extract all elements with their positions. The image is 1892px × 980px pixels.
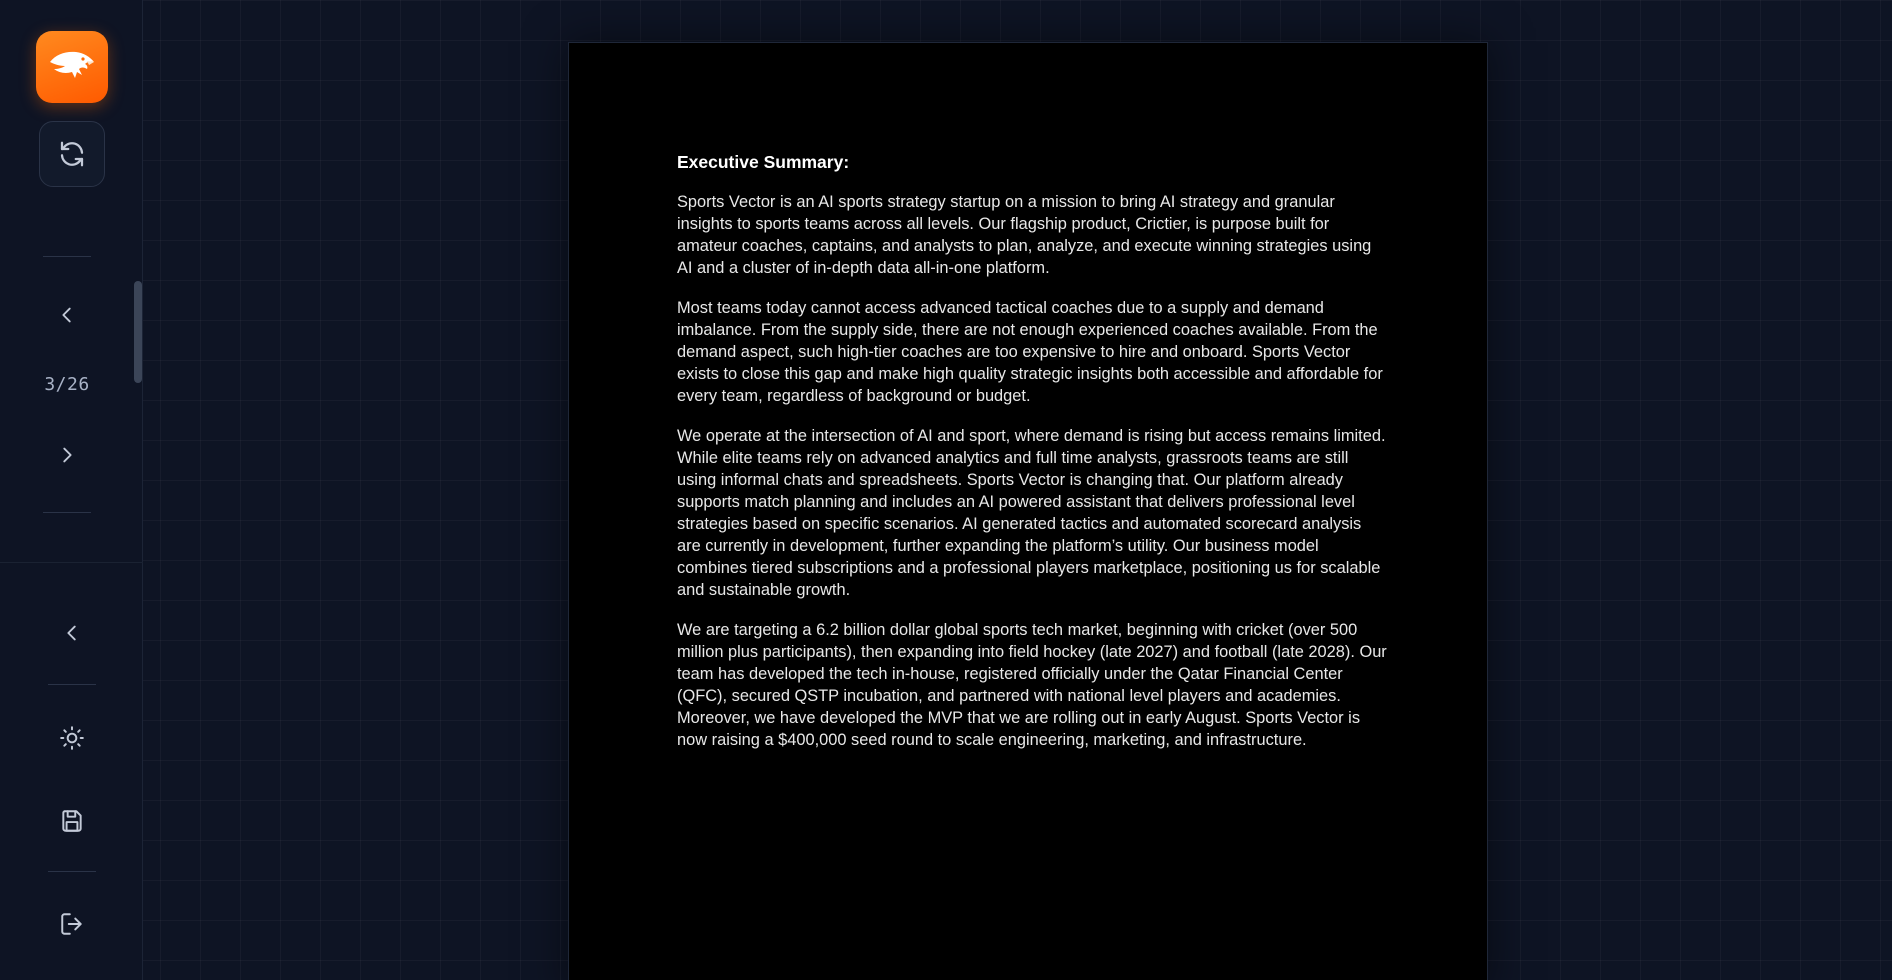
chevron-right-icon bbox=[56, 444, 78, 466]
next-page-button[interactable] bbox=[52, 440, 82, 470]
document-paragraph: Sports Vector is an AI sports strategy startup on a mission to bring AI strategy and granular insights to sports teams across all levels. Our flagship product, Crictier, is purpose built for amateur coaches, captains, and analysts to plan, analyze, and execute winning strategies using AI and a cluster of in-depth data all-in-one platform. bbox=[677, 193, 1372, 277]
zoom-button[interactable] bbox=[52, 556, 82, 563]
sidebar bbox=[0, 0, 143, 980]
refresh-icon bbox=[57, 139, 87, 169]
eagle-icon bbox=[48, 48, 96, 86]
logout-button[interactable] bbox=[56, 908, 88, 940]
sun-icon bbox=[59, 725, 85, 751]
logout-icon bbox=[59, 911, 85, 937]
chevron-left-icon bbox=[61, 622, 83, 644]
page-counter: 3/26 bbox=[44, 374, 90, 395]
divider bbox=[48, 684, 96, 685]
theme-toggle-button[interactable] bbox=[56, 722, 88, 754]
app-logo[interactable] bbox=[36, 31, 108, 103]
collapse-sidebar-button[interactable] bbox=[57, 618, 87, 648]
document-paragraph: We are targeting a 6.2 billion dollar global sports tech market, beginning with cricket (over 500 million plus participants), then expanding into field hockey (late 2027) and football (late 2028). Our team has developed the tech in-house, registered officially under the Qatar Financial Center (QFC), secured QSTP incubation, and partnered with national level players and academies. Moreover, we have developed the MVP that we are rolling out in early August. Sports Vector is now raising a $400,000 seed round to scale engineering, marketing, and infrastructure. bbox=[677, 621, 1387, 749]
document-content bbox=[677, 151, 1387, 769]
search-icon bbox=[56, 560, 78, 563]
document-title: Executive Summary: bbox=[677, 152, 850, 172]
divider bbox=[48, 871, 96, 872]
document-paragraph: Most teams today cannot access advanced tactical coaches due to a supply and demand imbalance. From the supply side, there are not enough experienced coaches available. From the demand aspect, such high-tier coaches are too expensive to hire and onboard. Sports Vector exists to close this gap and make high quality strategic insights both accessible and affordable for every team, regardless of background or budget. bbox=[677, 299, 1383, 405]
document-paragraph: We operate at the intersection of AI and sport, where demand is rising but access remains limited. While elite teams rely on advanced analytics and full time analysts, grassroots teams are still using informal chats and spreadsheets. Sports Vector is changing that. Our platform already supports match planning and includes an AI powered assistant that delivers professional level strategies based on specific scenarios. AI generated tactics and automated scorecard analysis are currently in development, further expanding the platform’s utility. Our business model combines tiered subscriptions and a professional players marketplace, positioning us for scalable and sustainable growth. bbox=[677, 427, 1386, 599]
save-icon bbox=[59, 808, 85, 834]
divider bbox=[43, 512, 91, 513]
document-page bbox=[568, 42, 1488, 980]
chevron-left-icon bbox=[56, 304, 78, 326]
navigation-panel bbox=[0, 0, 143, 563]
previous-page-button[interactable] bbox=[52, 300, 82, 330]
save-button[interactable] bbox=[56, 805, 88, 837]
refresh-button[interactable] bbox=[39, 121, 105, 187]
divider bbox=[43, 256, 91, 257]
scrollbar[interactable] bbox=[134, 281, 142, 383]
